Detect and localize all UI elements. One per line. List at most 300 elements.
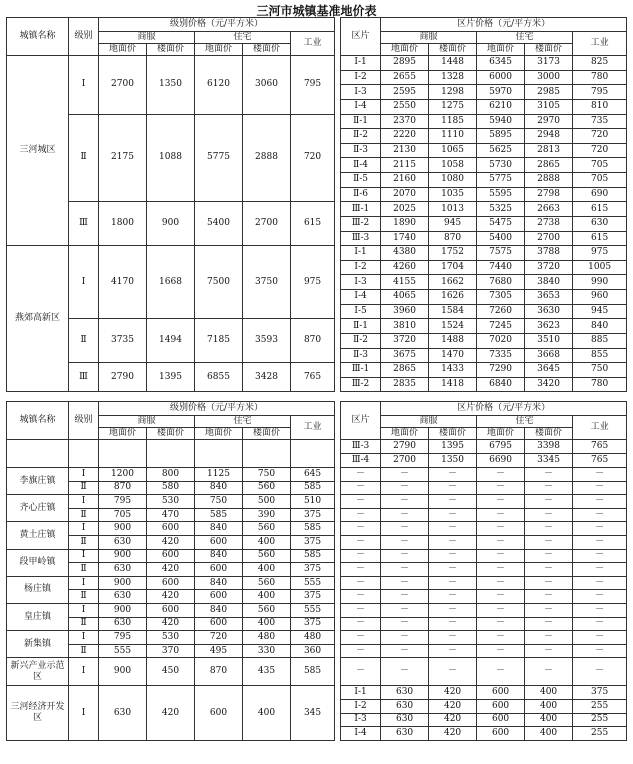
page-title: 三河市城镇基准地价表 — [256, 4, 377, 18]
grade-price-cell: 1125 — [195, 468, 243, 482]
grade-price-cell: 6120 — [195, 56, 243, 115]
dash-cell: － — [429, 508, 477, 522]
dash-cell: － — [381, 644, 429, 658]
dash-cell: － — [525, 563, 573, 577]
zone-price-cell: 5895 — [477, 129, 525, 144]
zone-price-cell: 1448 — [429, 56, 477, 71]
zone-price-cell: 7335 — [477, 348, 525, 363]
zone-price-cell: 1433 — [429, 363, 477, 378]
grade-cell: Ⅱ — [69, 481, 99, 495]
dash-cell: － — [477, 563, 525, 577]
dash-cell: － — [381, 522, 429, 536]
zone-price-cell: 810 — [573, 99, 627, 114]
zone-price-cell: 705 — [573, 173, 627, 188]
dash-cell: － — [525, 522, 573, 536]
dash-cell: － — [477, 617, 525, 631]
zone-price-cell: 3173 — [525, 56, 573, 71]
zone-price-cell: 2160 — [381, 173, 429, 188]
dash-cell: － — [477, 576, 525, 590]
grade-price-cell: 2790 — [99, 363, 147, 392]
grade-cell: Ⅱ — [69, 535, 99, 549]
grade-price-cell: 630 — [99, 563, 147, 577]
grade-price-cell: 370 — [147, 644, 195, 658]
dash-cell: － — [573, 468, 627, 482]
zone-price-cell: 400 — [525, 727, 573, 741]
grade-price-cell: 900 — [99, 603, 147, 617]
zone-price-cell: 2948 — [525, 129, 573, 144]
zone-price-cell: 1013 — [429, 202, 477, 217]
dash-cell: － — [573, 576, 627, 590]
header-sub: 楼面价 — [525, 428, 573, 440]
dash-cell: － — [525, 508, 573, 522]
zone-name: Ⅱ-6 — [341, 187, 381, 202]
grade-price-cell: 1668 — [147, 246, 195, 319]
dash-cell: － — [477, 495, 525, 509]
zone-price-cell: 375 — [573, 686, 627, 700]
zone-name: Ⅲ-2 — [341, 377, 381, 392]
zone-price-cell: 600 — [477, 686, 525, 700]
zone-price-cell: 2835 — [381, 377, 429, 392]
grade-price-cell: 600 — [195, 686, 243, 740]
dash-cell: － — [341, 590, 381, 604]
zone-price-cell: 945 — [429, 216, 477, 231]
table-row — [7, 658, 627, 686]
header-sub: 楼面价 — [243, 44, 291, 56]
header-commercial: 商服 — [381, 32, 477, 44]
zone-price-cell: 630 — [381, 699, 429, 713]
header-commercial: 商服 — [99, 416, 195, 428]
grade-price-cell: 900 — [147, 202, 195, 246]
dash-cell: － — [525, 481, 573, 495]
zone-price-cell: 2895 — [381, 56, 429, 71]
zone-name: Ⅱ-4 — [341, 158, 381, 173]
zone-price-cell: 5475 — [477, 216, 525, 231]
zone-price-cell: 7020 — [477, 333, 525, 348]
zone-price-cell: 690 — [573, 187, 627, 202]
dash-cell: － — [341, 522, 381, 536]
grade-price-cell: 510 — [291, 495, 335, 509]
zone-price-cell: 1890 — [381, 216, 429, 231]
grade-cell: Ⅱ — [69, 563, 99, 577]
grade-price-cell: 900 — [99, 658, 147, 686]
header-zone-price: 区片价格（元/平方米） — [381, 402, 627, 416]
grade-price-cell: 560 — [243, 522, 291, 536]
zone-price-cell: 1005 — [573, 260, 627, 275]
dash-cell: － — [429, 495, 477, 509]
dash-cell: － — [381, 563, 429, 577]
zone-price-cell: 5595 — [477, 187, 525, 202]
header-town: 城镇名称 — [7, 18, 69, 56]
zone-price-cell: 2790 — [381, 440, 429, 454]
table-row — [7, 686, 627, 700]
dash-cell: － — [525, 617, 573, 631]
dash-cell: － — [341, 508, 381, 522]
dash-cell: － — [477, 658, 525, 686]
zone-price-cell: 600 — [477, 699, 525, 713]
grade-cell: Ⅱ — [69, 644, 99, 658]
grade-price-cell: 600 — [195, 590, 243, 604]
dash-cell: － — [525, 535, 573, 549]
zone-price-cell: 2025 — [381, 202, 429, 217]
table-row — [7, 416, 627, 428]
dash-cell: － — [381, 508, 429, 522]
zone-price-cell: 1662 — [429, 275, 477, 290]
town-name: 李旗庄镇 — [7, 468, 69, 495]
grade-price-cell: 900 — [99, 522, 147, 536]
town-name: 三河城区 — [7, 56, 69, 246]
dash-cell: － — [477, 603, 525, 617]
table-row — [7, 549, 627, 563]
zone-price-cell: 7290 — [477, 363, 525, 378]
grade-price-cell: 555 — [291, 603, 335, 617]
zone-price-cell: 1080 — [429, 173, 477, 188]
zone-price-cell: 7680 — [477, 275, 525, 290]
town-name: 三河经济开发区 — [7, 686, 69, 740]
zone-name: Ⅰ-1 — [341, 686, 381, 700]
grade-price-cell: 330 — [243, 644, 291, 658]
grade-price-cell: 375 — [291, 617, 335, 631]
table-row — [7, 56, 627, 71]
grade-price-cell: 585 — [291, 522, 335, 536]
zone-price-cell: 2115 — [381, 158, 429, 173]
town-name: 齐心庄镇 — [7, 495, 69, 522]
header-sub: 楼面价 — [525, 44, 573, 56]
town-name: 燕郊高新区 — [7, 246, 69, 392]
zone-price-cell: 885 — [573, 333, 627, 348]
zone-price-cell: 2865 — [525, 158, 573, 173]
zone-price-cell: 600 — [477, 727, 525, 741]
grade-price-cell: 580 — [147, 481, 195, 495]
dash-cell: － — [573, 549, 627, 563]
zone-name: Ⅰ-3 — [341, 85, 381, 100]
dash-cell: － — [477, 631, 525, 645]
dash-cell: － — [341, 658, 381, 686]
grade-price-cell: 560 — [243, 481, 291, 495]
grade-cell: Ⅲ — [69, 363, 99, 392]
grade-price-cell: 3060 — [243, 56, 291, 115]
zone-price-cell: 3510 — [525, 333, 573, 348]
dash-cell: － — [573, 603, 627, 617]
zone-price-cell: 3653 — [525, 290, 573, 305]
zone-price-cell: 765 — [573, 440, 627, 454]
grade-price-cell: 400 — [243, 590, 291, 604]
dash-cell: － — [477, 590, 525, 604]
zone-name: Ⅲ-1 — [341, 363, 381, 378]
table-row — [7, 495, 627, 509]
zone-price-cell: 400 — [525, 686, 573, 700]
zone-name: Ⅰ-3 — [341, 713, 381, 727]
dash-cell: － — [573, 631, 627, 645]
zone-price-cell: 1298 — [429, 85, 477, 100]
dash-cell: － — [525, 603, 573, 617]
zone-price-cell: 5625 — [477, 143, 525, 158]
dash-cell: － — [381, 535, 429, 549]
zone-price-cell: 420 — [429, 713, 477, 727]
grade-price-cell: 720 — [195, 631, 243, 645]
grade-cell: Ⅰ — [69, 495, 99, 509]
header-zone: 区片 — [341, 18, 381, 56]
dash-cell: － — [341, 495, 381, 509]
table-row — [7, 468, 627, 482]
zone-price-cell: 5970 — [477, 85, 525, 100]
dash-cell: － — [573, 495, 627, 509]
header-residential: 住宅 — [477, 416, 573, 428]
zone-price-cell: 3630 — [525, 304, 573, 319]
dash-cell: － — [341, 549, 381, 563]
dash-cell: － — [525, 644, 573, 658]
zone-price-cell: 720 — [573, 143, 627, 158]
zone-price-cell: 630 — [573, 216, 627, 231]
zone-price-cell: 3720 — [381, 333, 429, 348]
zone-price-cell: 630 — [381, 727, 429, 741]
zone-price-cell: 6345 — [477, 56, 525, 71]
header-residential: 住宅 — [477, 32, 573, 44]
town-name: 黄土庄镇 — [7, 522, 69, 549]
dash-cell: － — [381, 658, 429, 686]
header-grade: 级别 — [69, 402, 99, 440]
table-row — [7, 563, 627, 577]
grade-price-cell: 1800 — [99, 202, 147, 246]
zone-price-cell: 780 — [573, 377, 627, 392]
dash-cell: － — [381, 603, 429, 617]
zone-price-cell: 420 — [429, 686, 477, 700]
zone-price-cell: 2070 — [381, 187, 429, 202]
dash-cell: － — [341, 631, 381, 645]
zone-price-cell: 600 — [477, 713, 525, 727]
dash-cell: － — [341, 644, 381, 658]
zone-price-cell: 630 — [381, 686, 429, 700]
zone-price-cell: 1110 — [429, 129, 477, 144]
zone-price-cell: 1065 — [429, 143, 477, 158]
zone-price-cell: 1704 — [429, 260, 477, 275]
dash-cell: － — [573, 617, 627, 631]
zone-price-cell: 3810 — [381, 319, 429, 334]
zone-name: Ⅱ-1 — [341, 114, 381, 129]
header-industry: 工业 — [291, 32, 335, 56]
zone-price-cell: 7245 — [477, 319, 525, 334]
table-row — [7, 202, 627, 217]
header-sub: 地面价 — [477, 44, 525, 56]
dash-cell: － — [429, 658, 477, 686]
grade-price-cell: 560 — [243, 549, 291, 563]
zone-price-cell: 7305 — [477, 290, 525, 305]
grade-price-cell: 3428 — [243, 363, 291, 392]
zone-price-cell: 2663 — [525, 202, 573, 217]
grade-cell: Ⅰ — [69, 658, 99, 686]
zone-price-cell: 5325 — [477, 202, 525, 217]
zone-price-cell: 2130 — [381, 143, 429, 158]
zone-price-cell: 3105 — [525, 99, 573, 114]
zone-price-cell: 2700 — [525, 231, 573, 246]
table-row — [7, 590, 627, 604]
grade-price-cell: 1200 — [99, 468, 147, 482]
dash-cell: － — [525, 576, 573, 590]
zone-price-cell: 705 — [573, 158, 627, 173]
zone-price-cell: 3420 — [525, 377, 573, 392]
grade-cell: Ⅰ — [69, 603, 99, 617]
zone-price-cell: 2700 — [381, 454, 429, 468]
zone-price-cell: 1058 — [429, 158, 477, 173]
table-row — [7, 18, 627, 32]
zone-name: Ⅰ-1 — [341, 56, 381, 71]
dash-cell: － — [341, 468, 381, 482]
zone-price-cell: 1185 — [429, 114, 477, 129]
zone-price-cell: 3345 — [525, 454, 573, 468]
dash-cell: － — [381, 617, 429, 631]
dash-cell: － — [525, 549, 573, 563]
grade-price-cell: 5400 — [195, 202, 243, 246]
zone-price-cell: 2550 — [381, 99, 429, 114]
dash-cell: － — [573, 658, 627, 686]
grade-price-cell: 500 — [243, 495, 291, 509]
grade-price-cell: 420 — [147, 563, 195, 577]
dash-cell: － — [525, 495, 573, 509]
zone-name: Ⅰ-2 — [341, 260, 381, 275]
grade-price-cell: 600 — [147, 549, 195, 563]
zone-price-cell: 825 — [573, 56, 627, 71]
grade-price-cell: 450 — [147, 658, 195, 686]
header-sub: 地面价 — [195, 44, 243, 56]
zone-price-cell: 720 — [573, 129, 627, 144]
grade-price-cell: 560 — [243, 576, 291, 590]
zone-name: Ⅱ-1 — [341, 319, 381, 334]
zone-price-cell: 400 — [525, 713, 573, 727]
grade-price-cell: 615 — [291, 202, 335, 246]
grade-price-cell: 345 — [291, 686, 335, 740]
header-zone-price: 区片价格（元/平方米） — [381, 18, 627, 32]
zone-price-cell: 2370 — [381, 114, 429, 129]
table-row — [7, 440, 627, 454]
zone-price-cell: 1328 — [429, 70, 477, 85]
grade-price-cell: 630 — [99, 686, 147, 740]
dash-cell: － — [573, 522, 627, 536]
zone-price-cell: 3398 — [525, 440, 573, 454]
zone-price-cell: 1752 — [429, 246, 477, 261]
grade-cell: Ⅲ — [69, 202, 99, 246]
empty-cell — [291, 440, 335, 468]
zone-price-cell: 3960 — [381, 304, 429, 319]
grade-price-cell: 750 — [195, 495, 243, 509]
grade-price-cell: 585 — [291, 481, 335, 495]
zone-price-cell: 735 — [573, 114, 627, 129]
dash-cell: － — [573, 563, 627, 577]
grade-price-cell: 795 — [291, 56, 335, 115]
dash-cell: － — [477, 549, 525, 563]
zone-price-cell: 3000 — [525, 70, 573, 85]
zone-price-cell: 3720 — [525, 260, 573, 275]
header-sub: 楼面价 — [429, 428, 477, 440]
header-grade-price: 级别价格（元/平方米） — [99, 18, 335, 32]
dash-cell: － — [341, 563, 381, 577]
grade-price-cell: 1350 — [147, 56, 195, 115]
zone-price-cell: 2798 — [525, 187, 573, 202]
empty-cell — [195, 440, 243, 468]
zone-price-cell: 7440 — [477, 260, 525, 275]
dash-cell: － — [429, 617, 477, 631]
grade-price-cell: 495 — [195, 644, 243, 658]
table-row — [7, 508, 627, 522]
empty-cell — [69, 440, 99, 468]
header-zone: 区片 — [341, 402, 381, 440]
grade-cell: Ⅰ — [69, 522, 99, 536]
zone-price-cell: 1035 — [429, 187, 477, 202]
grade-price-cell: 5775 — [195, 114, 243, 202]
grade-price-cell: 530 — [147, 631, 195, 645]
grade-price-cell: 375 — [291, 508, 335, 522]
grade-price-cell: 720 — [291, 114, 335, 202]
grade-price-cell: 585 — [195, 508, 243, 522]
grade-price-cell: 840 — [195, 522, 243, 536]
grade-price-cell: 560 — [243, 603, 291, 617]
header-sub: 楼面价 — [147, 428, 195, 440]
zone-price-cell: 2888 — [525, 173, 573, 188]
dash-cell: － — [477, 522, 525, 536]
grade-price-cell: 600 — [147, 576, 195, 590]
grade-price-cell: 1494 — [147, 319, 195, 363]
grade-cell: Ⅰ — [69, 56, 99, 115]
zone-price-cell: 420 — [429, 727, 477, 741]
header-residential: 住宅 — [195, 416, 291, 428]
grade-price-cell: 480 — [243, 631, 291, 645]
zone-price-cell: 1418 — [429, 377, 477, 392]
grade-price-cell: 630 — [99, 617, 147, 631]
header-town: 城镇名称 — [7, 402, 69, 440]
zone-name: Ⅲ-3 — [341, 231, 381, 246]
dash-cell: － — [573, 644, 627, 658]
grade-cell: Ⅱ — [69, 508, 99, 522]
grade-price-cell: 555 — [99, 644, 147, 658]
dash-cell: － — [573, 508, 627, 522]
header-residential: 住宅 — [195, 32, 291, 44]
dash-cell: － — [525, 590, 573, 604]
zone-price-cell: 6210 — [477, 99, 525, 114]
zone-price-cell: 765 — [573, 454, 627, 468]
empty-cell — [99, 440, 147, 468]
zone-name: Ⅰ-4 — [341, 727, 381, 741]
dash-cell: － — [525, 631, 573, 645]
zone-name: Ⅱ-2 — [341, 333, 381, 348]
grade-price-cell: 840 — [195, 576, 243, 590]
grade-price-cell: 585 — [291, 658, 335, 686]
zone-price-cell: 975 — [573, 246, 627, 261]
grade-cell: Ⅱ — [69, 319, 99, 363]
grade-price-cell: 600 — [147, 603, 195, 617]
dash-cell: － — [341, 617, 381, 631]
zone-price-cell: 1584 — [429, 304, 477, 319]
grade-price-cell: 3735 — [99, 319, 147, 363]
zone-price-cell: 255 — [573, 699, 627, 713]
dash-cell: － — [429, 481, 477, 495]
dash-cell: － — [341, 481, 381, 495]
town-name: 皇庄镇 — [7, 603, 69, 630]
zone-name: Ⅱ-2 — [341, 129, 381, 144]
header-industry: 工业 — [573, 416, 627, 440]
grade-price-cell: 480 — [291, 631, 335, 645]
zone-price-cell: 2985 — [525, 85, 573, 100]
land-price-table-2 — [6, 401, 627, 741]
table-row — [7, 576, 627, 590]
dash-cell: － — [573, 535, 627, 549]
dash-cell: － — [477, 468, 525, 482]
grade-price-cell: 630 — [99, 590, 147, 604]
grade-price-cell: 420 — [147, 535, 195, 549]
dash-cell: － — [381, 495, 429, 509]
town-name: 新集镇 — [7, 631, 69, 658]
zone-price-cell: 2655 — [381, 70, 429, 85]
zone-name: Ⅰ-2 — [341, 699, 381, 713]
grade-price-cell: 2888 — [243, 114, 291, 202]
grade-cell: Ⅱ — [69, 114, 99, 202]
